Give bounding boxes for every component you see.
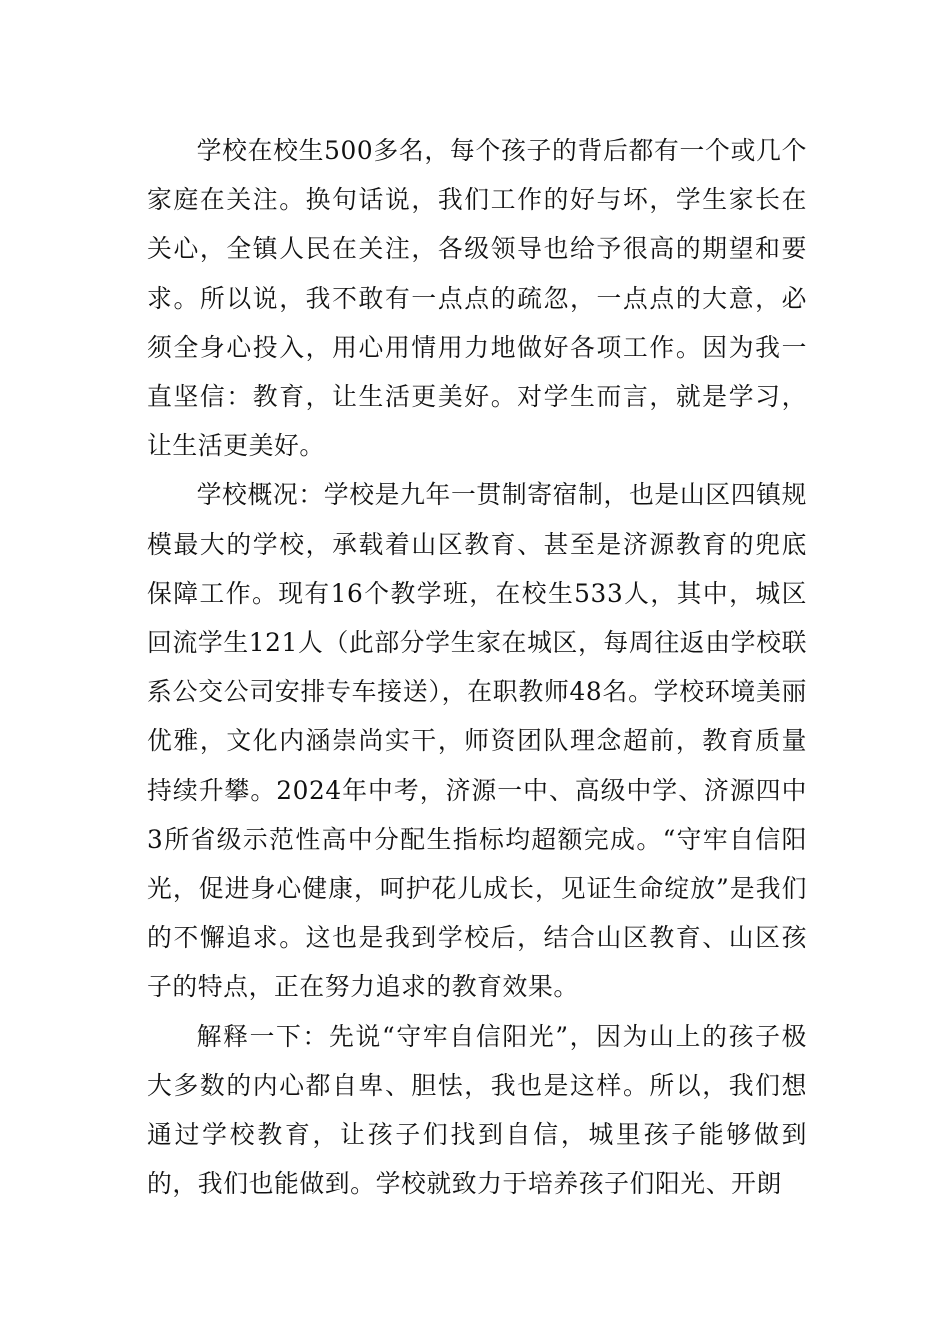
document-page bbox=[147, 126, 807, 1208]
paragraph-school-overview: 学校概况：学校是九年一贯制寄宿制，也是山区四镇规模最大的学校，承载着山区教育、甚至是济源教育的兜底保障工作。现有16个教学班，在校生533人，其中，城区回流学生121人（此部分学生家在城区，每周往返由学校联系公交公司安排专车接送），在职教师48名。学校环境美丽优雅，文化内涵崇尚实干，师资团队理念超前，教育质量持续升攀。2024年中考，济源一中、高级中学、济源四中3所省级示范性高中分配生指标均超额完成。“守牢自信阳光，促进身心健康，呵护花儿成长，见证生命绽放”是我们的不懈追求。这也是我到学校后，结合山区教育、山区孩子的特点，正在努力追求的教育效果。 bbox=[147, 480, 807, 1002]
paragraph-explanation: 解释一下：先说“守牢自信阳光”，因为山上的孩子极大多数的内心都自卑、胆怯，我也是这样。所以，我们想通过学校教育，让孩子们找到自信，城里孩子能够做到的，我们也能做到。学校就致力于培养孩子们阳光、开朗 bbox=[147, 1021, 807, 1199]
paragraph-students-families: 学校在校生500多名，每个孩子的背后都有一个或几个家庭在关注。换句话说，我们工作的好与坏，学生家长在关心，全镇人民在关注，各级领导也给予很高的期望和要求。所以说，我不敢有一点点的疏忽，一点点的大意，必须全身心投入，用心用情用力地做好各项工作。因为我一直坚信：教育，让生活更美好。对学生而言，就是学习，让生活更美好。 bbox=[147, 136, 807, 461]
